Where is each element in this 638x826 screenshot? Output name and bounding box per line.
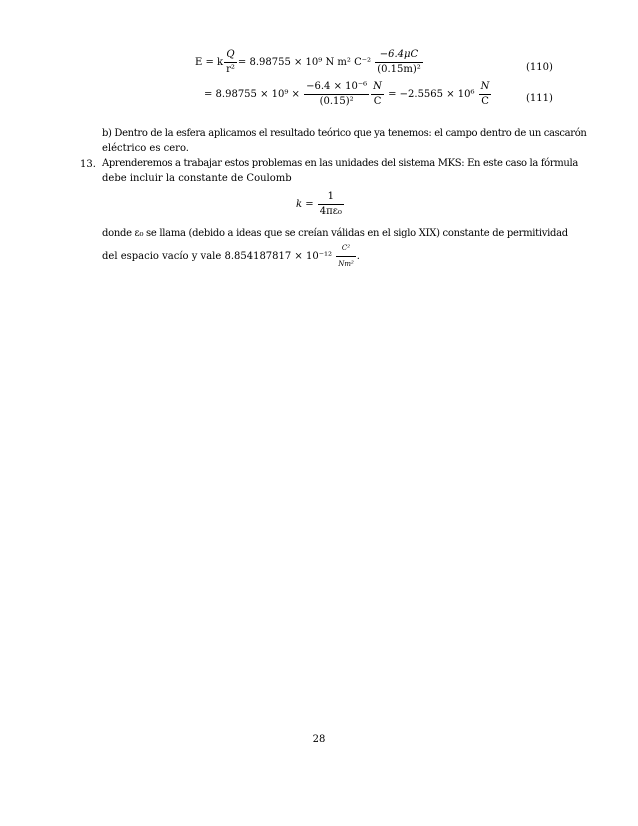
item-13-number: 13. (80, 159, 96, 170)
permittivity-unit-den: Nm² (336, 256, 356, 272)
page-number: 28 (312, 734, 326, 745)
eq111-frac1-den: (0.15)² (304, 94, 369, 107)
eq111-frac2-num: N (373, 81, 382, 92)
eq110-lhs: E = k (195, 57, 224, 68)
k-frac-num: 1 (327, 191, 335, 202)
permittivity-unit-fraction (336, 241, 356, 272)
eq111-frac3-num: N (480, 81, 490, 92)
eq111-mid: = −2.5565 × 10⁶ (384, 89, 478, 100)
eq110-frac-q-r2 (224, 50, 237, 75)
eq111-frac2-den: C (371, 94, 384, 107)
eq111-frac3-den: C (479, 94, 492, 107)
eq111-frac1-num: −6.4 × 10⁻⁶ (306, 81, 368, 92)
eq110-mid: = 8.98755 × 10⁹ N m² C⁻² (237, 57, 375, 68)
part-b-paragraph (102, 126, 587, 156)
item-13-line-2: debe incluir la constante de Coulomb (102, 173, 292, 184)
eq110-frac1-num: Q (226, 49, 235, 60)
coulomb-constant-equation (296, 192, 345, 217)
equation-number-111: (111) (526, 93, 553, 104)
permittivity-line-2-end: . (356, 251, 360, 262)
equation-111 (204, 82, 492, 107)
permittivity-line-2 (102, 241, 548, 272)
eq110-frac1-den: r² (226, 64, 235, 75)
equation-110 (195, 50, 424, 75)
k-lhs: k = (296, 199, 317, 210)
eq111-lead: = 8.98755 × 10⁹ × (204, 89, 304, 100)
eq111-frac-unit (371, 82, 384, 107)
k-fraction (318, 192, 344, 217)
part-b-line-1: b) Dentro de la esfera aplicamos el resultado teórico que ya tenemos: el campo dentro de un cascarón (102, 128, 587, 139)
permittivity-line-1: donde ε₀ se llama (debido a ideas que se creían válidas en el siglo XIX) constante de permitividad (102, 228, 568, 239)
permittivity-line-2-text: del espacio vacío y vale 8.854187817 × 10⁻¹² (102, 251, 336, 262)
part-b-line-2: eléctrico es cero. (102, 143, 189, 154)
item-13-paragraph (102, 156, 578, 186)
eq110-frac2-num: −6.4μC (379, 49, 419, 60)
permittivity-paragraph (102, 226, 568, 272)
item-13-line-1: Aprenderemos a trabajar estos problemas en las unidades del sistema MKS: En este caso la fórmula (102, 158, 578, 169)
permittivity-unit-num: C² (341, 244, 351, 252)
eq110-frac2-den: (0.15m)² (377, 64, 421, 75)
k-frac-den: 4πε₀ (319, 206, 342, 217)
equation-number-110: (110) (526, 62, 553, 73)
eq111-frac-value (304, 82, 369, 107)
eq111-frac-unit-result (479, 82, 492, 107)
eq110-frac-charge (375, 50, 423, 75)
